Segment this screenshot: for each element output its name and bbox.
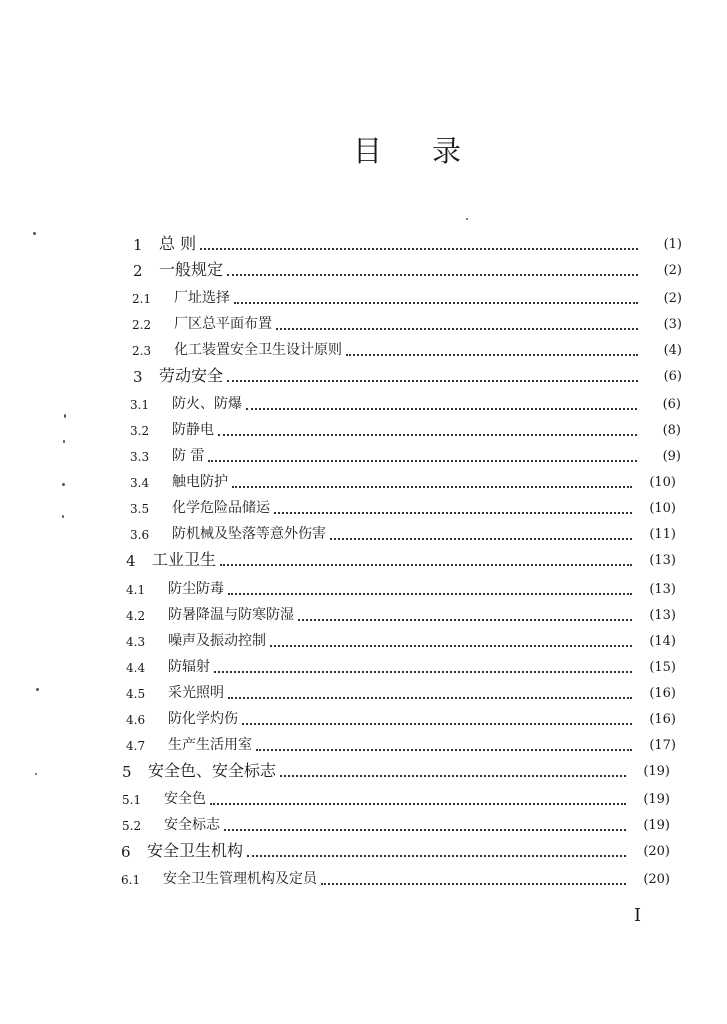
dot-leader (321, 871, 626, 885)
toc-entry (132, 287, 682, 307)
dot-leader (210, 791, 626, 805)
toc-entry-number: 2 (133, 262, 143, 280)
toc-entry-number: 4.7 (126, 739, 146, 753)
toc-entry-page: (17) (649, 738, 676, 753)
toc-entry (126, 578, 676, 598)
toc-entry-label: 生产生活用室 (168, 737, 252, 753)
toc-entry-page: (4) (663, 343, 682, 358)
toc-entry-page: (11) (649, 527, 676, 542)
toc-entry (126, 549, 676, 569)
toc-entry (126, 734, 676, 754)
toc-entry-label: 一般规定 (159, 260, 224, 279)
toc-entry-number: 5.2 (122, 819, 142, 833)
scan-speck (62, 483, 65, 486)
dot-leader (218, 422, 637, 436)
toc-entry-page: (10) (649, 501, 676, 516)
toc-entry-page: (13) (649, 608, 676, 623)
toc-entry-label: 安全色、安全标志 (148, 761, 277, 780)
dot-leader (246, 396, 637, 410)
toc-entry-label: 防尘防毒 (168, 581, 224, 597)
toc-entry-page: (19) (643, 818, 670, 833)
toc-entry (130, 523, 676, 543)
toc-entry-number: 3.5 (130, 502, 150, 516)
toc-entry-page: (13) (649, 582, 676, 597)
toc-entry-label: 触电防护 (172, 474, 228, 490)
toc-entry (130, 393, 681, 413)
toc-entry-label: 安全色 (164, 791, 206, 807)
dot-leader (346, 342, 638, 356)
toc-entry (133, 365, 682, 385)
toc-entry (126, 682, 676, 702)
toc-entry-page: (10) (649, 475, 676, 490)
toc-entry (133, 259, 682, 279)
toc-entry-number: 3.4 (130, 476, 150, 490)
toc-entry-number: 1 (133, 236, 143, 254)
toc-entry (126, 630, 676, 650)
toc-entry (126, 604, 676, 624)
toc-entry-label: 劳动安全 (159, 366, 224, 385)
toc-entry (121, 868, 670, 888)
toc-entry-number: 4.6 (126, 713, 146, 727)
title-char-1: 目 (353, 134, 383, 168)
toc-entry-page: (13) (649, 553, 676, 568)
dot-leader (200, 236, 638, 250)
toc-entry-number: 4.3 (126, 635, 146, 649)
toc-entry-number: 4.1 (126, 583, 146, 597)
dot-leader (232, 474, 632, 488)
toc-entry-label: 防火、防爆 (172, 396, 242, 412)
dot-leader (228, 685, 632, 699)
toc-entry-label: 总 则 (159, 234, 197, 253)
toc-entry-number: 3.6 (130, 528, 150, 542)
dot-leader (220, 552, 632, 566)
toc-entry-label: 防辐射 (168, 659, 210, 675)
dot-leader (208, 448, 637, 462)
toc-entry-page: (1) (663, 237, 682, 252)
toc-entry-number: 6.1 (121, 873, 141, 887)
toc-entry (122, 788, 670, 808)
scan-speck (36, 688, 39, 691)
toc-entry-label: 防机械及坠落等意外伤害 (172, 526, 326, 542)
title-char-2: 录 (432, 134, 462, 168)
toc-entry-label: 防静电 (172, 422, 214, 438)
toc-entry-page: (19) (643, 792, 670, 807)
toc-entry-number: 6 (121, 843, 131, 861)
scan-speck (62, 515, 64, 518)
toc-entry-number: 2.3 (132, 344, 152, 358)
toc-entry-number: 2.2 (132, 318, 152, 332)
toc-entry (132, 313, 682, 333)
page-number-folio: I (634, 905, 642, 926)
toc-entry (121, 840, 670, 860)
dot-leader (330, 526, 632, 540)
toc-entry-number: 4 (126, 552, 136, 570)
toc-entry-label: 防暑降温与防寒防湿 (168, 607, 294, 623)
toc-entry-number: 4.4 (126, 661, 146, 675)
toc-entry-page: (8) (662, 423, 681, 438)
toc-entry-page: (9) (662, 449, 681, 464)
toc-entry (122, 760, 670, 780)
toc-entry-page: (16) (649, 712, 676, 727)
toc-entry-number: 2.1 (132, 292, 152, 306)
toc-entry (126, 708, 676, 728)
toc-entry-label: 厂址选择 (174, 290, 230, 306)
toc-entry-label: 安全卫生机构 (147, 841, 244, 860)
toc-entry (132, 339, 682, 359)
dot-leader (227, 368, 638, 382)
toc-entry-number: 3 (133, 368, 143, 386)
toc-entry-page: (16) (649, 686, 676, 701)
scan-speck (63, 440, 65, 443)
dot-leader (242, 711, 632, 725)
toc-entry-label: 防化学灼伤 (168, 711, 238, 727)
toc-entry-label: 化学危险品储运 (172, 500, 270, 516)
toc-entry-page: (2) (663, 291, 682, 306)
dot-leader (224, 817, 626, 831)
dot-leader (280, 763, 626, 777)
toc-entry (130, 445, 681, 465)
toc-entry-number: 3.3 (130, 450, 150, 464)
toc-entry-page: (6) (663, 369, 682, 384)
toc-entry-number: 4.5 (126, 687, 146, 701)
toc-entry-page: (2) (663, 263, 682, 278)
toc-entry-page: (3) (663, 317, 682, 332)
scan-speck (33, 232, 36, 235)
toc-entry-number: 5 (122, 763, 132, 781)
dot-leader (256, 737, 632, 751)
toc-entry (133, 233, 682, 253)
toc-entry-number: 4.2 (126, 609, 146, 623)
dot-leader (270, 633, 632, 647)
toc-entry-page: (20) (643, 872, 670, 887)
toc-entry (122, 814, 670, 834)
dot-leader (276, 316, 638, 330)
dot-leader (247, 843, 626, 857)
toc-entry-label: 安全卫生管理机构及定员 (163, 871, 317, 887)
toc-entry-number: 3.2 (130, 424, 150, 438)
toc-entry-page: (20) (643, 844, 670, 859)
toc-entry-page: (15) (649, 660, 676, 675)
dot-leader (214, 659, 632, 673)
toc-entry (130, 497, 676, 517)
toc-entry-number: 3.1 (130, 398, 150, 412)
toc-entry-label: 厂区总平面布置 (174, 316, 272, 332)
toc-entry-label: 工业卫生 (152, 550, 217, 569)
dot-leader (228, 581, 632, 595)
toc-entry (126, 656, 676, 676)
toc-entry-label: 防 雷 (172, 448, 205, 464)
toc-entry (130, 471, 676, 491)
toc-entry-label: 安全标志 (164, 817, 220, 833)
scan-speck (35, 773, 37, 775)
toc-entry-number: 5.1 (122, 793, 142, 807)
toc-entry-label: 化工装置安全卫生设计原则 (174, 342, 342, 358)
toc-entry-label: 采光照明 (168, 685, 224, 701)
dot-leader (227, 262, 638, 276)
toc-entry-label: 噪声及振动控制 (168, 633, 266, 649)
scan-speck (466, 218, 468, 220)
toc-entry (130, 419, 681, 439)
dot-leader (234, 290, 638, 304)
toc-entry-page: (19) (643, 764, 670, 779)
toc-entry-page: (6) (662, 397, 681, 412)
scan-speck (64, 414, 66, 418)
dot-leader (274, 500, 632, 514)
dot-leader (298, 607, 632, 621)
toc-entry-page: (14) (649, 634, 676, 649)
